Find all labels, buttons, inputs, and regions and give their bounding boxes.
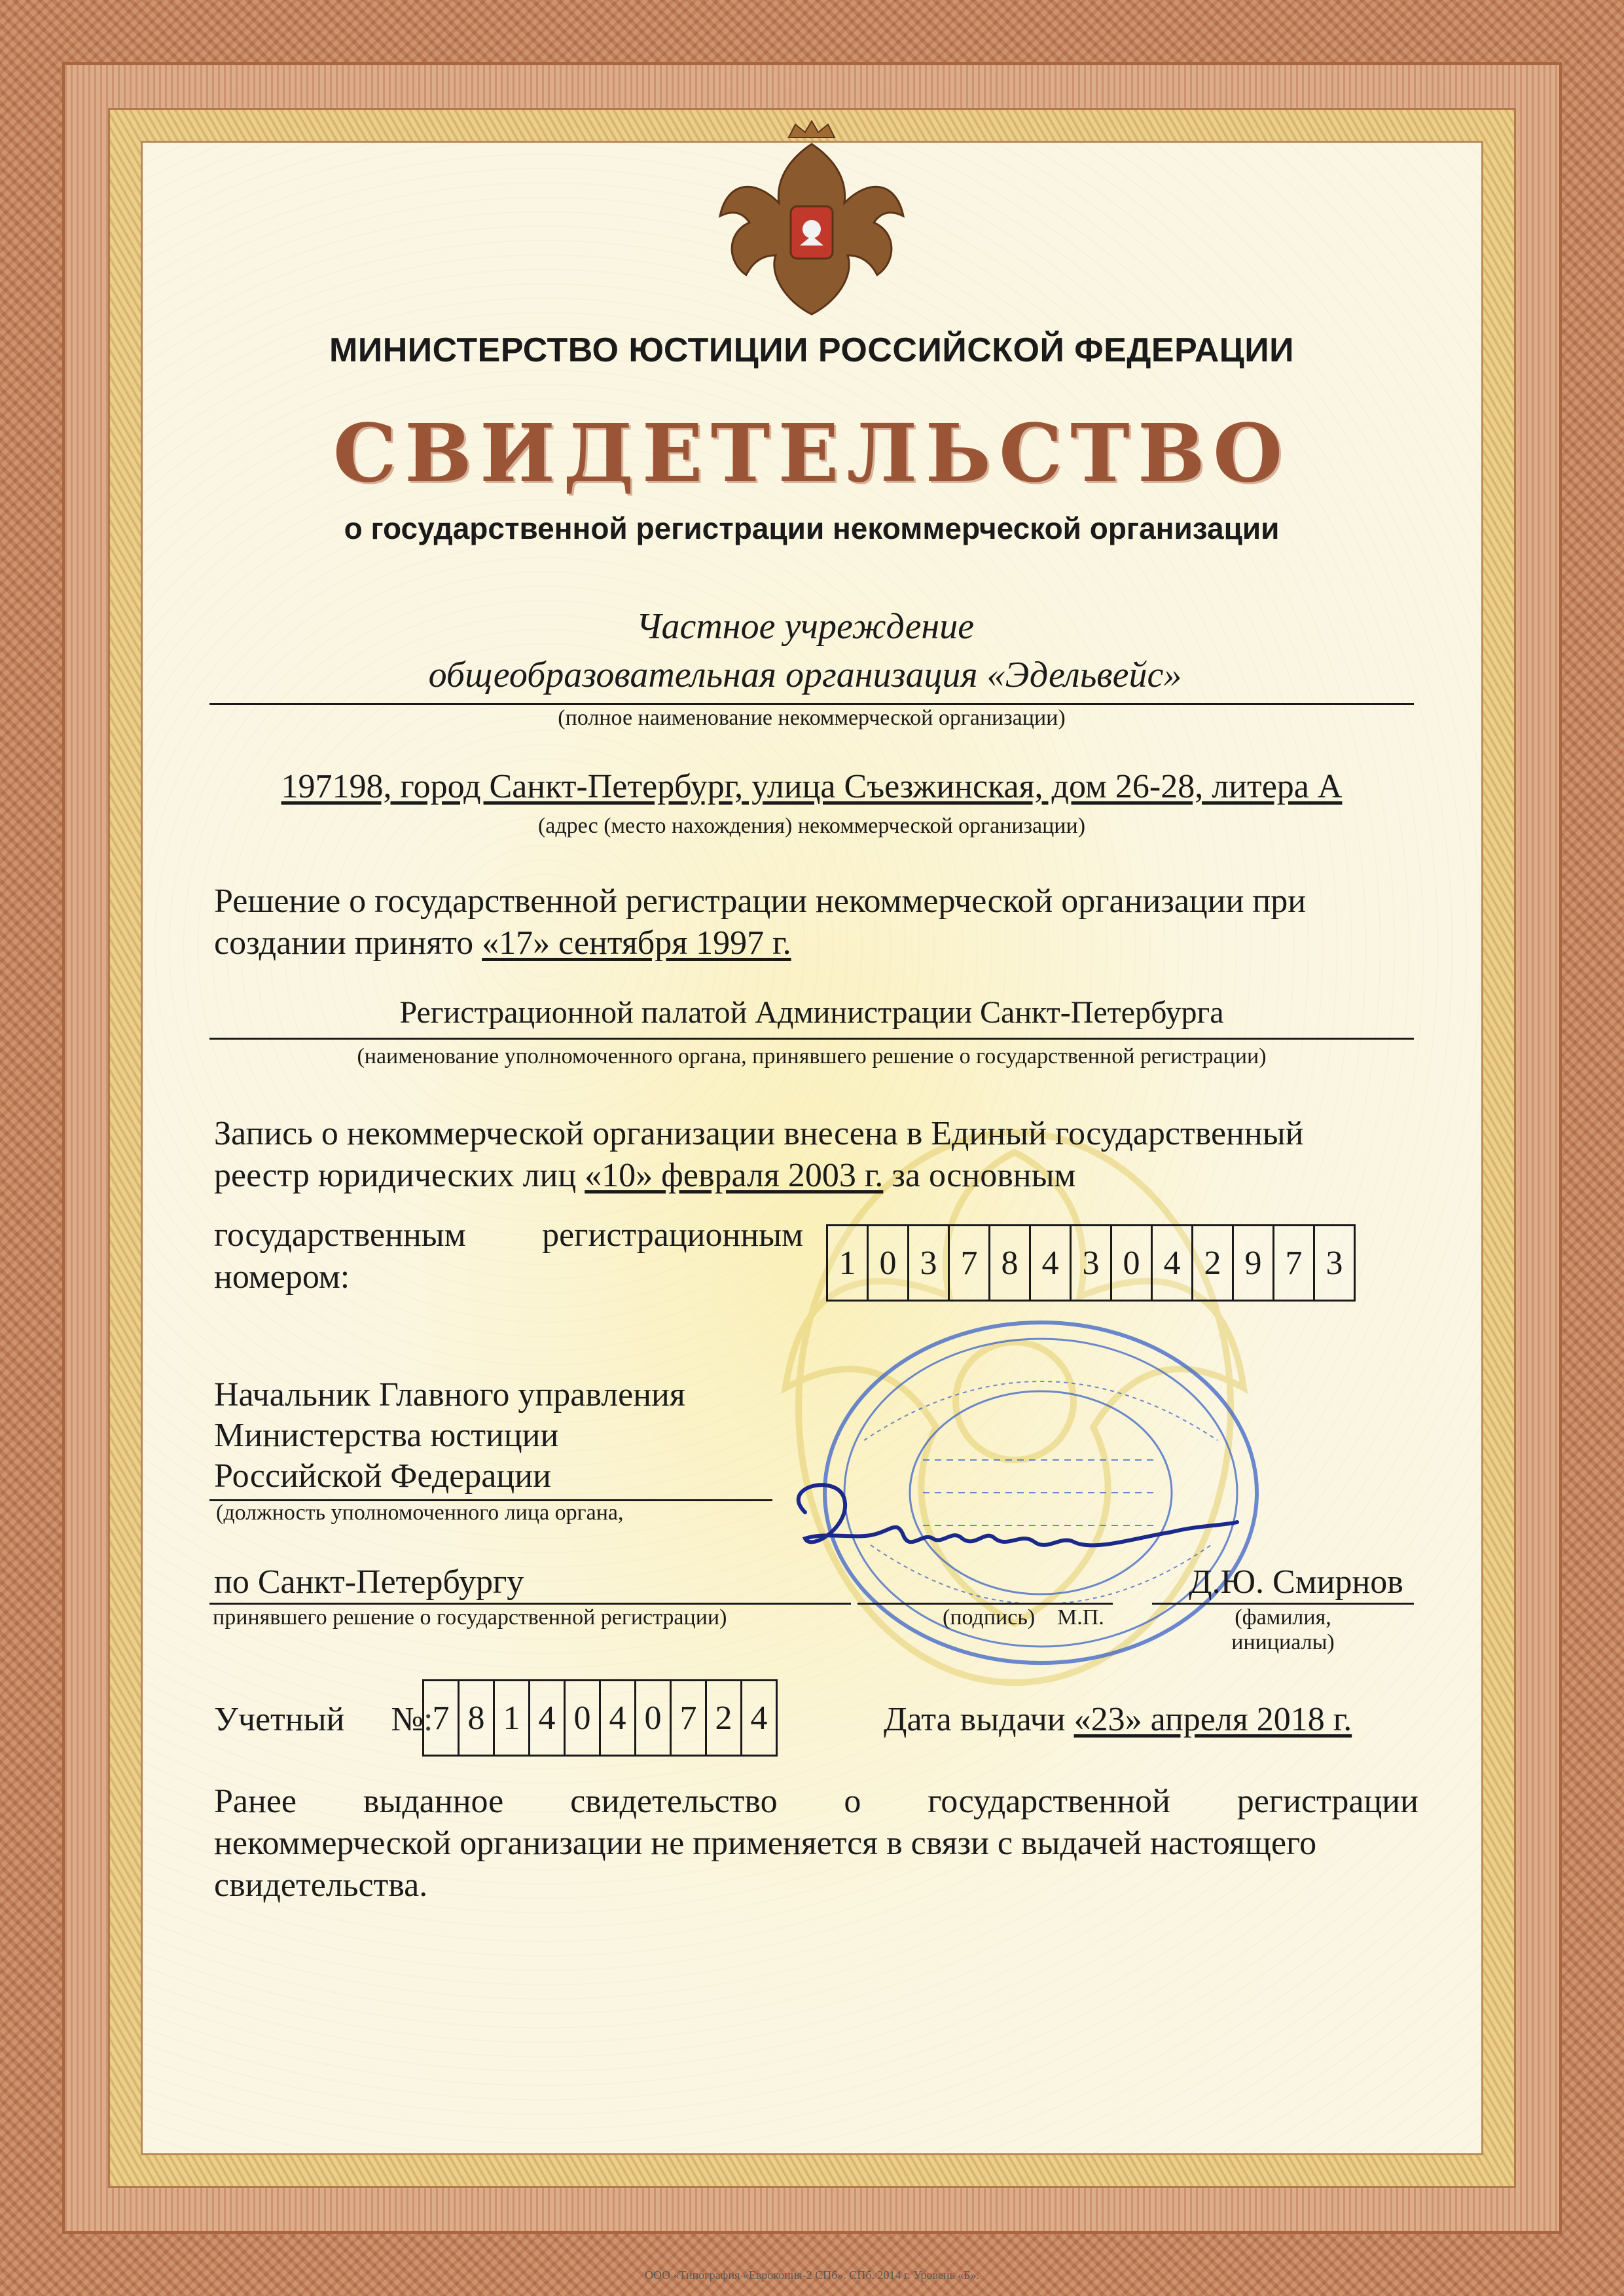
organization-address-caption: (адрес (место нахождения) некоммерческой организации): [537, 814, 1086, 838]
account-number-digit: 4: [528, 1679, 566, 1757]
registration-number-digit: 4: [1029, 1224, 1072, 1302]
decision-authority-caption: (наименование уполномоченного органа, принявшего решение о государственной регистрации): [357, 1044, 1267, 1068]
issue-date: [884, 1699, 1352, 1741]
notice-word: выданное: [363, 1783, 504, 1820]
signatory-name-caption-line2: инициалы): [1231, 1630, 1335, 1654]
decision-date: «17» сентября 1997 г.: [482, 924, 791, 962]
account-number-digit: 2: [705, 1679, 742, 1757]
signatory-position-rule-2: [209, 1603, 851, 1605]
registration-number-digit: 3: [1313, 1224, 1356, 1302]
signatory-position-line3: Российской Федерации: [214, 1457, 551, 1495]
registration-number-digit: 2: [1191, 1224, 1234, 1302]
account-number-digit: 0: [564, 1679, 601, 1757]
organization-name-line2: общеобразовательная организация «Эдельвейс»: [428, 655, 1182, 695]
registry-text: [214, 1113, 1432, 1197]
notice-line3: свидетельства.: [214, 1867, 428, 1904]
signatory-position: [214, 1375, 803, 1497]
decision-text-prefix: создании принято: [214, 924, 474, 962]
registration-number-digit: 3: [907, 1224, 950, 1302]
decision-text-line1: Решение о государственной регистрации некоммерческой организации при: [214, 883, 1307, 920]
organization-name: [216, 602, 1394, 699]
notice-word: свидетельство: [570, 1783, 778, 1820]
printer-imprint: ООО «Типография «Еврокопия-2 СПб». СПб. 2014 г. Уровень «Б».: [644, 2269, 980, 2282]
account-label-word1: Учетный: [214, 1701, 345, 1738]
organization-address: 197198, город Санкт-Петербург, улица Съезжинская, дом 26-28, литера А: [281, 768, 1343, 805]
decision-authority-rule: [209, 1038, 1414, 1040]
registration-number-digit: 0: [1110, 1224, 1153, 1302]
organization-name-line1: Частное учреждение: [636, 606, 975, 647]
account-number-digit: 7: [670, 1679, 707, 1757]
organization-name-caption: (полное наименование некоммерческой организации): [558, 706, 1066, 730]
account-number-digit: 8: [458, 1679, 495, 1757]
notice-word: регистрации: [1236, 1783, 1418, 1820]
signature-rule: [857, 1603, 1113, 1605]
account-number-digit: 1: [493, 1679, 530, 1757]
registration-number-digit: 0: [867, 1224, 909, 1302]
organization-name-rule: [209, 703, 1414, 705]
registry-number-label: [214, 1214, 803, 1298]
signatory-name-caption: [1152, 1605, 1414, 1655]
signatory-name-rule: [1152, 1603, 1414, 1605]
registration-number-digit: 3: [1070, 1224, 1112, 1302]
registration-number-digit: 4: [1151, 1224, 1193, 1302]
registry-label-word1: государственным: [214, 1216, 466, 1254]
account-number-label: [214, 1699, 433, 1741]
signatory-position-line1: Начальник Главного управления: [214, 1376, 685, 1413]
notice-word: государственной: [928, 1783, 1170, 1820]
signatory-position-line4: по Санкт-Петербургу: [214, 1563, 524, 1601]
registry-text-suffix: за основным: [892, 1157, 1076, 1194]
signatory-position-caption-2: принявшего решение о государственной регистрации): [213, 1605, 727, 1630]
registration-number-digit: 7: [1272, 1224, 1315, 1302]
registration-number-digit: 8: [988, 1224, 1031, 1302]
decision-text-line2: [214, 922, 1432, 964]
account-number: [424, 1679, 778, 1757]
signatory-position-line2: Министерства юстиции: [214, 1417, 559, 1454]
registry-label-word2: регистрационным: [542, 1216, 803, 1254]
page-subtitle: о государственной регистрации некоммерческой организации: [344, 511, 1280, 545]
registry-number-label-line1: [214, 1214, 803, 1256]
account-number-digit: 4: [740, 1679, 778, 1757]
registry-text-prefix: реестр юридических лиц: [214, 1157, 577, 1194]
page-title: СВИДЕТЕЛЬСТВО: [333, 406, 1291, 500]
issue-date-label: Дата выдачи: [884, 1701, 1066, 1738]
registration-number-digit: 7: [948, 1224, 990, 1302]
notice-word: о: [844, 1783, 861, 1820]
notice-word: Ранее: [214, 1783, 297, 1820]
registry-number-label-line2: номером:: [214, 1258, 350, 1296]
registry-date: «10» февраля 2003 г.: [585, 1157, 884, 1194]
notice-line1: [214, 1781, 1418, 1823]
signatory-position-caption: (должность уполномоченного лица органа,: [216, 1501, 624, 1525]
coat-of-arms-icon: [713, 118, 910, 334]
registry-text-line1: Запись о некоммерческой организации внесена в Единый государственный: [214, 1115, 1304, 1152]
previous-certificate-notice: [214, 1781, 1418, 1906]
registration-number: [828, 1224, 1356, 1302]
ministry-heading: МИНИСТЕРСТВО ЮСТИЦИИ РОССИЙСКОЙ ФЕДЕРАЦИИ: [329, 331, 1294, 369]
decision-text: [214, 881, 1432, 964]
stamp-caption: М.П.: [1057, 1605, 1104, 1630]
account-label-word2: №:: [391, 1701, 433, 1738]
registration-number-digit: 1: [826, 1224, 869, 1302]
registration-number-digit: 9: [1232, 1224, 1274, 1302]
decision-authority: Регистрационной палатой Администрации Санкт-Петербурга: [399, 995, 1224, 1030]
account-number-digit: 4: [599, 1679, 636, 1757]
signature-caption: (подпись): [943, 1605, 1036, 1630]
notice-line2: некоммерческой организации не применяется в связи с выдачей настоящего: [214, 1825, 1317, 1862]
account-number-digit: 0: [634, 1679, 672, 1757]
account-number-digit: 7: [422, 1679, 460, 1757]
issue-date-value: «23» апреля 2018 г.: [1074, 1701, 1352, 1738]
registry-text-line2: [214, 1155, 1432, 1197]
signatory-name-caption-line1: (фамилия,: [1235, 1605, 1331, 1630]
signatory-name: Д.Ю. Смирнов: [1189, 1563, 1403, 1601]
